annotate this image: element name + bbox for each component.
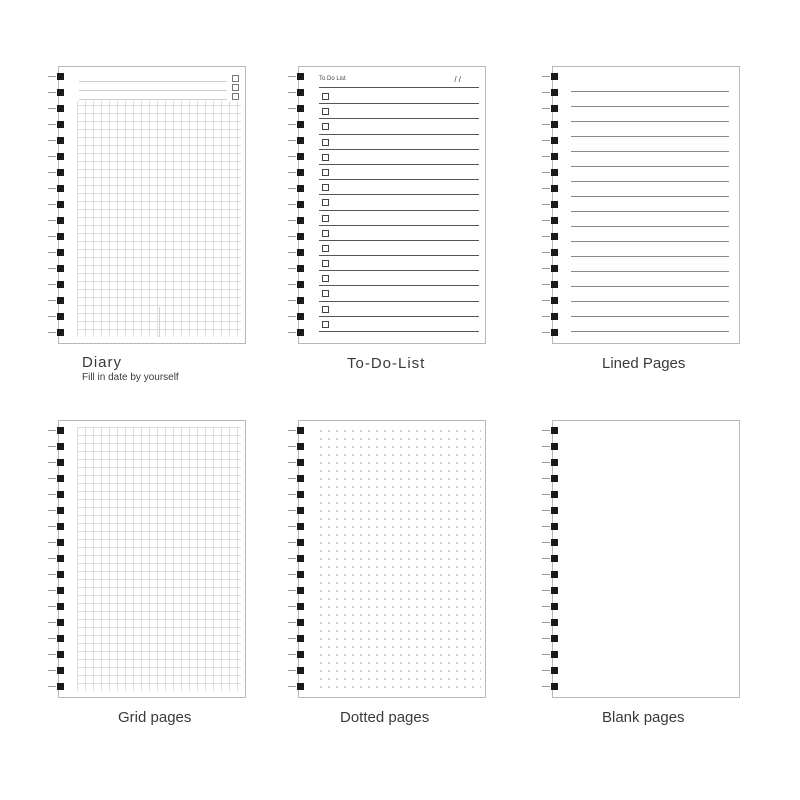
todo-row	[319, 226, 479, 241]
spiral-coil	[288, 682, 310, 692]
todo-row	[319, 165, 479, 180]
checkbox-icon	[322, 169, 329, 176]
spiral-coil	[288, 522, 310, 532]
spiral-coil	[48, 280, 70, 290]
spiral-coil	[48, 104, 70, 114]
todo-row	[319, 135, 479, 150]
spiral-binding	[288, 420, 310, 696]
spiral-coil	[48, 312, 70, 322]
diary-header	[77, 73, 241, 101]
spiral-coil	[288, 506, 310, 516]
checkbox-icon	[322, 199, 329, 206]
spiral-coil	[48, 426, 70, 436]
spiral-coil	[542, 248, 564, 258]
spiral-coil	[542, 200, 564, 210]
checkbox-icon	[322, 154, 329, 161]
spiral-coil	[288, 280, 310, 290]
checkbox-icon	[322, 230, 329, 237]
spiral-coil	[288, 72, 310, 82]
todo-page	[298, 66, 486, 344]
spiral-coil	[288, 474, 310, 484]
todo-row	[319, 271, 479, 286]
lined-page	[552, 66, 740, 344]
todo-header-title: To Do List	[319, 76, 346, 82]
spiral-coil	[542, 650, 564, 660]
spiral-coil	[288, 296, 310, 306]
grid-label: Grid pages	[118, 709, 192, 726]
spiral-coil	[542, 280, 564, 290]
grid-sample	[48, 420, 248, 700]
spiral-coil	[542, 570, 564, 580]
grid-page	[58, 420, 246, 698]
spiral-coil	[48, 232, 70, 242]
spiral-coil	[48, 120, 70, 130]
diary-sample	[48, 66, 248, 346]
spiral-coil	[542, 602, 564, 612]
spiral-coil	[542, 426, 564, 436]
spiral-coil	[542, 216, 564, 226]
spiral-coil	[48, 490, 70, 500]
todo-label: To-Do-List	[347, 355, 426, 372]
spiral-coil	[288, 634, 310, 644]
lined-sample	[542, 66, 742, 346]
spiral-binding	[542, 66, 564, 342]
spiral-binding	[288, 66, 310, 342]
spiral-coil	[48, 184, 70, 194]
spiral-coil	[542, 88, 564, 98]
todo-row	[319, 195, 479, 210]
spiral-coil	[542, 104, 564, 114]
spiral-coil	[542, 682, 564, 692]
spiral-coil	[288, 264, 310, 274]
checkbox-icon	[322, 275, 329, 282]
todo-row	[319, 150, 479, 165]
spiral-coil	[48, 602, 70, 612]
spiral-coil	[288, 88, 310, 98]
spiral-coil	[288, 570, 310, 580]
todo-row	[319, 302, 479, 317]
spiral-coil	[288, 650, 310, 660]
spiral-coil	[288, 248, 310, 258]
spiral-coil	[288, 152, 310, 162]
spiral-coil	[48, 200, 70, 210]
spiral-coil	[48, 328, 70, 338]
spiral-coil	[48, 506, 70, 516]
spiral-binding	[48, 420, 70, 696]
checkbox-icon	[322, 139, 329, 146]
todo-row	[319, 256, 479, 271]
spiral-coil	[542, 506, 564, 516]
spiral-coil	[542, 442, 564, 452]
spiral-coil	[288, 216, 310, 226]
lined-lines	[571, 77, 729, 333]
diary-label: Diary	[82, 354, 123, 371]
spiral-coil	[48, 136, 70, 146]
spiral-coil	[288, 200, 310, 210]
spiral-coil	[288, 426, 310, 436]
diary-grid	[77, 73, 241, 337]
spiral-coil	[542, 120, 564, 130]
spiral-coil	[288, 312, 310, 322]
todo-row	[319, 89, 479, 104]
spiral-binding	[48, 66, 70, 342]
spiral-coil	[48, 634, 70, 644]
spiral-coil	[48, 458, 70, 468]
spiral-coil	[288, 618, 310, 628]
spiral-binding	[542, 420, 564, 696]
checkbox-icon	[322, 123, 329, 130]
spiral-coil	[48, 216, 70, 226]
spiral-coil	[542, 72, 564, 82]
diary-sublabel: Fill in date by yourself	[82, 372, 179, 383]
diary-page	[58, 66, 246, 344]
spiral-coil	[288, 602, 310, 612]
spiral-coil	[542, 296, 564, 306]
spiral-coil	[288, 490, 310, 500]
spiral-coil	[542, 538, 564, 548]
spiral-coil	[48, 538, 70, 548]
lined-label: Lined Pages	[602, 355, 686, 372]
checkbox-icon	[322, 321, 329, 328]
todo-row	[319, 180, 479, 195]
spiral-coil	[48, 618, 70, 628]
checkbox-icon	[322, 93, 329, 100]
spiral-coil	[48, 682, 70, 692]
checkbox-icon	[322, 245, 329, 252]
grid-lines	[77, 427, 241, 691]
spiral-coil	[288, 184, 310, 194]
spiral-coil	[288, 458, 310, 468]
blank-sample	[542, 420, 742, 700]
checkbox-icon	[322, 260, 329, 267]
spiral-coil	[542, 618, 564, 628]
spiral-coil	[48, 72, 70, 82]
todo-row	[319, 119, 479, 134]
spiral-coil	[48, 586, 70, 596]
todo-header-date: / /	[454, 75, 461, 84]
todo-sample	[288, 66, 488, 346]
todo-row	[319, 317, 479, 332]
spiral-coil	[288, 538, 310, 548]
dotted-sample	[288, 420, 488, 700]
todo-row	[319, 241, 479, 256]
spiral-coil	[542, 184, 564, 194]
spiral-coil	[288, 104, 310, 114]
spiral-coil	[48, 152, 70, 162]
spiral-coil	[48, 168, 70, 178]
spiral-coil	[542, 312, 564, 322]
checkbox-icon	[322, 108, 329, 115]
spiral-coil	[48, 650, 70, 660]
checkbox-icon	[322, 290, 329, 297]
spiral-coil	[542, 152, 564, 162]
spiral-coil	[48, 442, 70, 452]
checkbox-icon	[322, 306, 329, 313]
diary-divider	[159, 307, 160, 337]
spiral-coil	[48, 474, 70, 484]
spiral-coil	[48, 522, 70, 532]
spiral-coil	[542, 168, 564, 178]
todo-rows	[319, 89, 479, 332]
spiral-coil	[48, 554, 70, 564]
checkbox-icon	[322, 215, 329, 222]
spiral-coil	[48, 570, 70, 580]
spiral-coil	[542, 232, 564, 242]
spiral-coil	[288, 136, 310, 146]
spiral-coil	[288, 120, 310, 130]
spiral-coil	[542, 328, 564, 338]
spiral-coil	[542, 458, 564, 468]
spiral-coil	[48, 88, 70, 98]
spiral-coil	[542, 136, 564, 146]
spiral-coil	[288, 586, 310, 596]
todo-row	[319, 104, 479, 119]
spiral-coil	[288, 232, 310, 242]
spiral-coil	[48, 296, 70, 306]
spiral-coil	[288, 168, 310, 178]
dotted-label: Dotted pages	[340, 709, 430, 726]
spiral-coil	[542, 554, 564, 564]
spiral-coil	[288, 442, 310, 452]
spiral-coil	[542, 522, 564, 532]
checkbox-icon	[322, 184, 329, 191]
spiral-coil	[542, 666, 564, 676]
dotted-dots	[317, 427, 481, 691]
spiral-coil	[48, 666, 70, 676]
blank-page	[552, 420, 740, 698]
spiral-coil	[542, 634, 564, 644]
spiral-coil	[542, 474, 564, 484]
dotted-page	[298, 420, 486, 698]
spiral-coil	[288, 328, 310, 338]
todo-row	[319, 286, 479, 301]
spiral-coil	[542, 586, 564, 596]
spiral-coil	[542, 264, 564, 274]
todo-header	[319, 75, 479, 88]
spiral-coil	[288, 554, 310, 564]
spiral-coil	[48, 248, 70, 258]
spiral-coil	[48, 264, 70, 274]
todo-row	[319, 211, 479, 226]
spiral-coil	[288, 666, 310, 676]
blank-label: Blank pages	[602, 709, 685, 726]
spiral-coil	[542, 490, 564, 500]
